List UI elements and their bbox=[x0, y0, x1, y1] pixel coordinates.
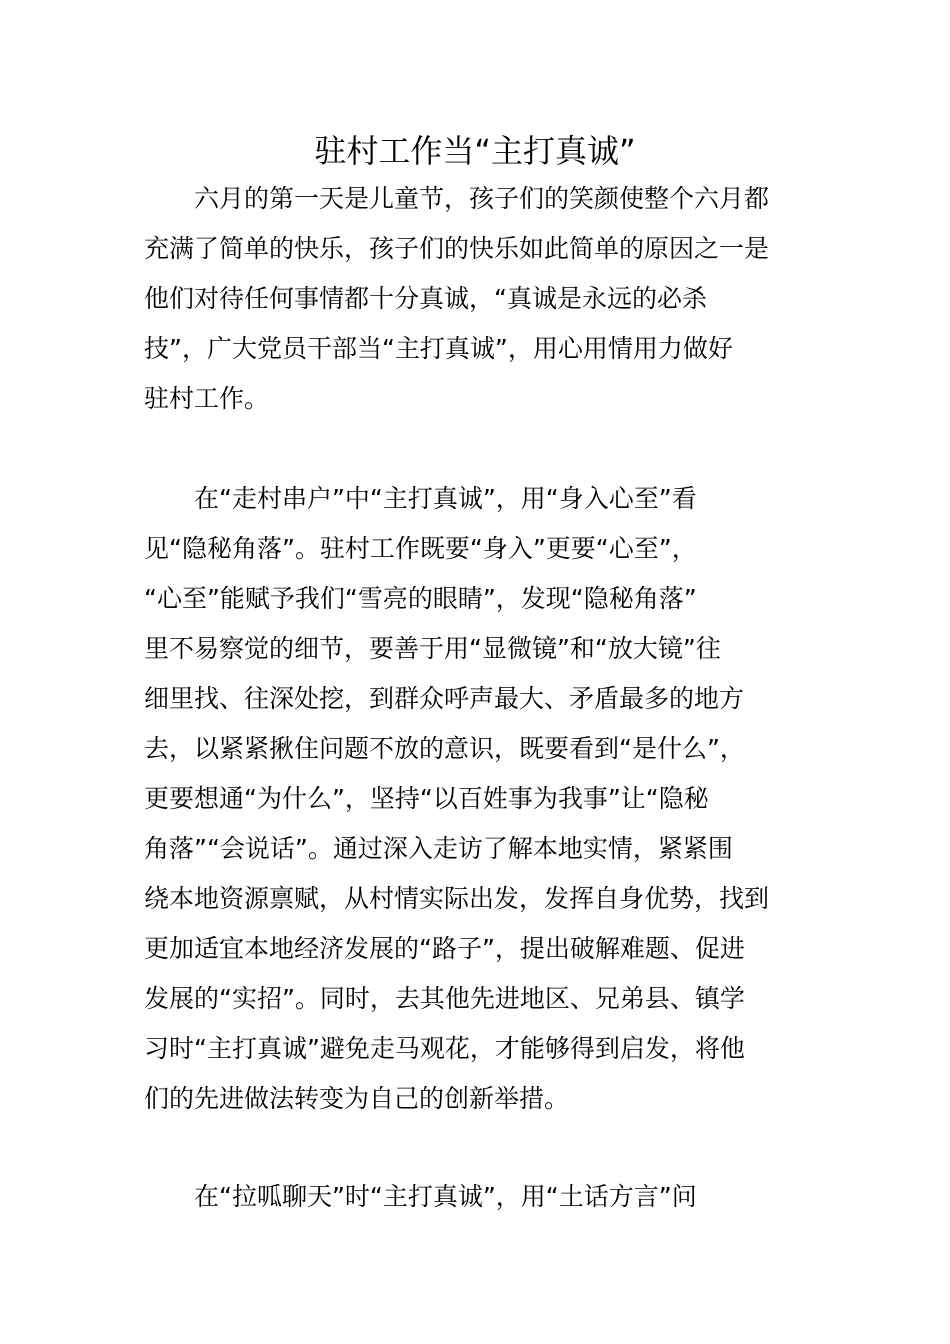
paragraph-line: 里不易察觉的细节，要善于用“显微镜”和“放大镜”往 bbox=[144, 634, 721, 663]
paragraph-line: 驻村工作。 bbox=[144, 384, 270, 413]
paragraph-line: “心至”能赋予我们“雪亮的眼睛”，发现“隐秘角落” bbox=[144, 584, 697, 613]
paragraph-line: 绕本地资源禀赋，从村情实际出发，发挥自身优势，找到 bbox=[144, 884, 770, 913]
document-title: 驻村工作当“主打真诚” bbox=[314, 132, 636, 170]
paragraph-line: 在“拉呱聊天”时“主打真诚”，用“土话方言”问 bbox=[144, 1182, 697, 1211]
paragraph-line: 更要想通“为什么”，坚持“以百姓事为我事”让“隐秘 bbox=[144, 784, 709, 813]
paragraph-line: 充满了简单的快乐，孩子们的快乐如此简单的原因之一是 bbox=[144, 234, 770, 263]
paragraph-line: 更加适宜本地经济发展的“路子”，提出破解难题、促进 bbox=[144, 934, 745, 963]
paragraph-line: 发展的“实招”。同时，去其他先进地区、兄弟县、镇学 bbox=[144, 984, 745, 1013]
paragraph-line: 在“走村串户”中“主打真诚”，用“身入心至”看 bbox=[144, 484, 697, 513]
paragraph-line: 们的先进做法转变为自己的创新举措。 bbox=[144, 1084, 570, 1113]
paragraph-line: 习时“主打真诚”避免走马观花，才能够得到启发，将他 bbox=[144, 1034, 745, 1063]
paragraph-line: 技”，广大党员干部当“主打真诚”，用心用情用力做好 bbox=[144, 334, 733, 363]
paragraph-line: 见“隐秘角落”。驻村工作既要“身入”更要“心至”， bbox=[144, 534, 697, 563]
paragraph-line: 细里找、往深处挖，到群众呼声最大、矛盾最多的地方 bbox=[144, 684, 745, 713]
paragraph-line: 去，以紧紧揪住问题不放的意识，既要看到“是什么”， bbox=[144, 734, 745, 763]
paragraph-line: 他们对待任何事情都十分真诚，“真诚是永远的必杀 bbox=[144, 284, 707, 313]
paragraph-line: 角落”“会说话”。通过深入走访了解本地实情，紧紧围 bbox=[144, 834, 733, 863]
paragraph-line: 六月的第一天是儿童节，孩子们的笑颜使整个六月都 bbox=[144, 184, 770, 213]
